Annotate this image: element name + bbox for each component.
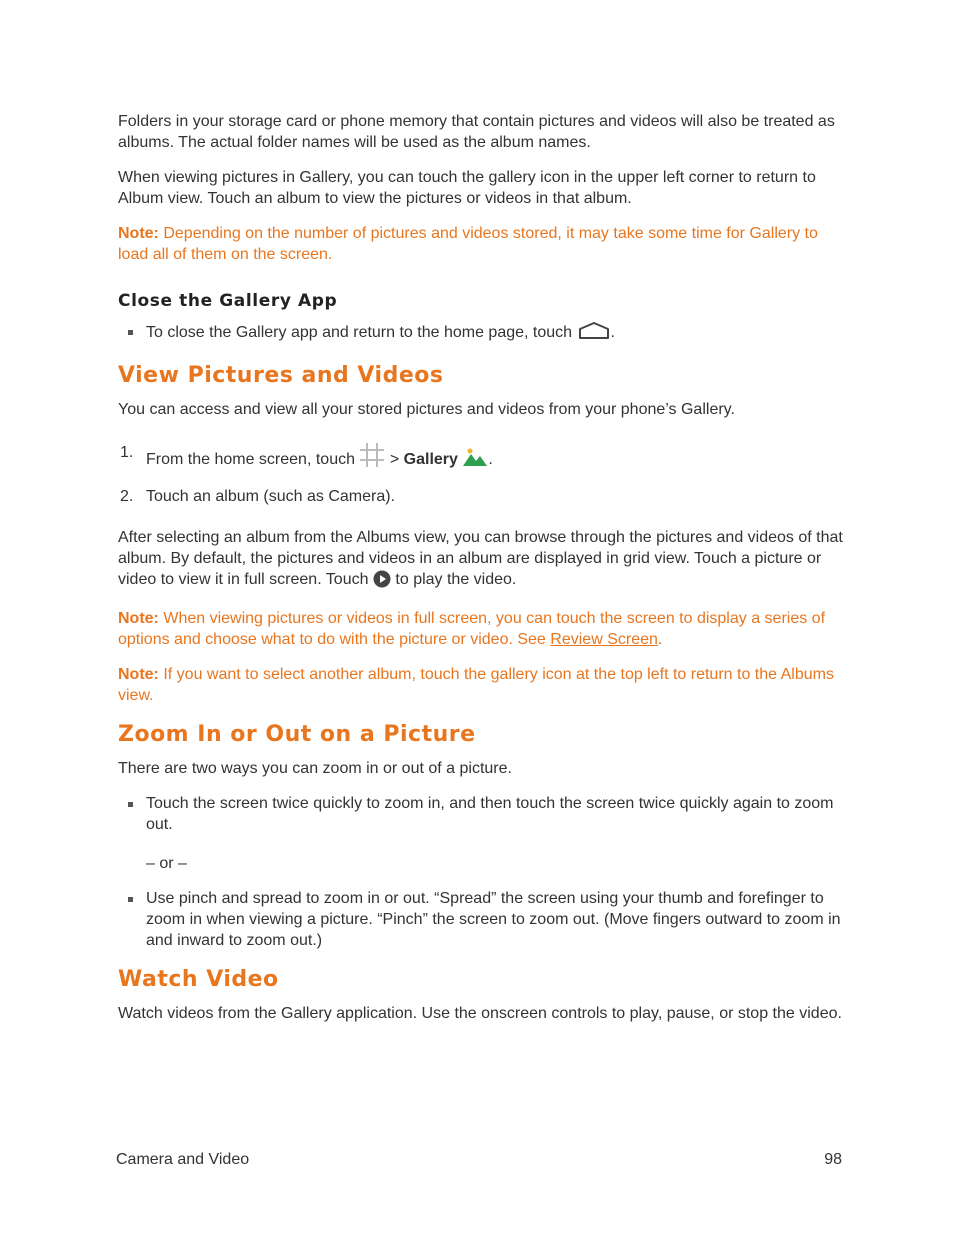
step-2 <box>118 486 844 507</box>
close-gallery-text: To close the Gallery app and return to the home page, touch <box>146 324 573 341</box>
note-text: If you want to select another album, touch the gallery icon at the top left to return to the Albums view. <box>118 666 834 704</box>
review-screen-link[interactable]: Review Screen <box>550 631 658 648</box>
step-2-text: Touch an album (such as Camera). <box>146 488 395 505</box>
watch-video-heading: Watch Video <box>118 967 279 992</box>
note-text: Depending on the number of pictures and videos stored, it may take some time for Gallery to load all of them on the screen. <box>118 225 818 263</box>
step-1-text: From the home screen, touch <box>146 451 355 468</box>
gallery-icon <box>462 444 488 474</box>
intro-paragraph-1: Folders in your storage card or phone memory that contain pictures and videos will also be treated as albums. The actual folder names will be used as the album names. <box>118 113 835 151</box>
note-text: When viewing pictures or videos in full screen, you can touch the screen to display a series of options and choose what to do with the picture or video. See <box>118 610 826 648</box>
view-pictures-heading: View Pictures and Videos <box>118 363 444 388</box>
footer-chapter: Camera and Video <box>116 1151 250 1168</box>
zoom-heading: Zoom In or Out on a Picture <box>118 722 476 747</box>
note-end: . <box>657 631 663 648</box>
zoom-bullet-2-text: Use pinch and spread to zoom in or out. “Spread” the screen using your thumb and forefinger to zoom in when viewing a picture. “Pinch” the screen to zoom out. (Move fingers outward to zoom in and inward to zoom out.) <box>146 890 841 949</box>
zoom-intro: There are two ways you can zoom in or out of a picture. <box>118 760 512 777</box>
zoom-bullet-1-text: Touch the screen twice quickly to zoom in, and then touch the screen twice quickly again to zoom out. <box>146 795 834 833</box>
album-note <box>118 664 844 706</box>
step-number: 1. <box>120 444 134 461</box>
step-1 <box>118 442 844 474</box>
page-content <box>118 111 844 1038</box>
page-number: 98 <box>824 1151 842 1168</box>
bullet-square <box>128 330 133 335</box>
close-gallery-bullet <box>118 321 844 347</box>
step-number: 2. <box>120 488 134 505</box>
zoom-bullet-1 <box>118 793 844 835</box>
or-separator: – or – <box>146 855 187 872</box>
browse-text: After selecting an album from the Albums view, you can browse through the pictures and videos of that album. By default, the pictures and videos in an album are displayed in grid view. Touch a picture or video to view it in full screen. Touch <box>118 529 843 588</box>
step-1-end: . <box>488 451 493 468</box>
view-intro: You can access and view all your stored pictures and videos from your phone’s Gallery. <box>118 401 735 418</box>
home-icon <box>577 321 611 347</box>
gallery-label: Gallery <box>403 451 458 468</box>
browse-text-end: to play the video. <box>390 571 517 588</box>
watch-video-intro: Watch videos from the Gallery application. Use the onscreen controls to play, pause, or stop the video. <box>118 1005 842 1022</box>
play-icon <box>373 570 391 594</box>
close-gallery-heading: Close the Gallery App <box>118 291 338 311</box>
fullscreen-note <box>118 608 844 650</box>
step-1-separator: > <box>385 451 404 468</box>
note-label: Note: <box>118 225 159 242</box>
bullet-square <box>128 802 133 807</box>
intro-note <box>118 223 844 265</box>
intro-paragraph-2: When viewing pictures in Gallery, you can touch the gallery icon in the upper left corner to return to Album view. Touch an album to view the pictures or videos in that album. <box>118 169 816 207</box>
zoom-bullet-2 <box>118 888 844 951</box>
note-label: Note: <box>118 610 159 627</box>
browse-paragraph <box>118 527 844 594</box>
bullet-square <box>128 897 133 902</box>
note-label: Note: <box>118 666 159 683</box>
apps-grid-icon <box>359 442 385 474</box>
close-gallery-end: . <box>610 324 615 341</box>
